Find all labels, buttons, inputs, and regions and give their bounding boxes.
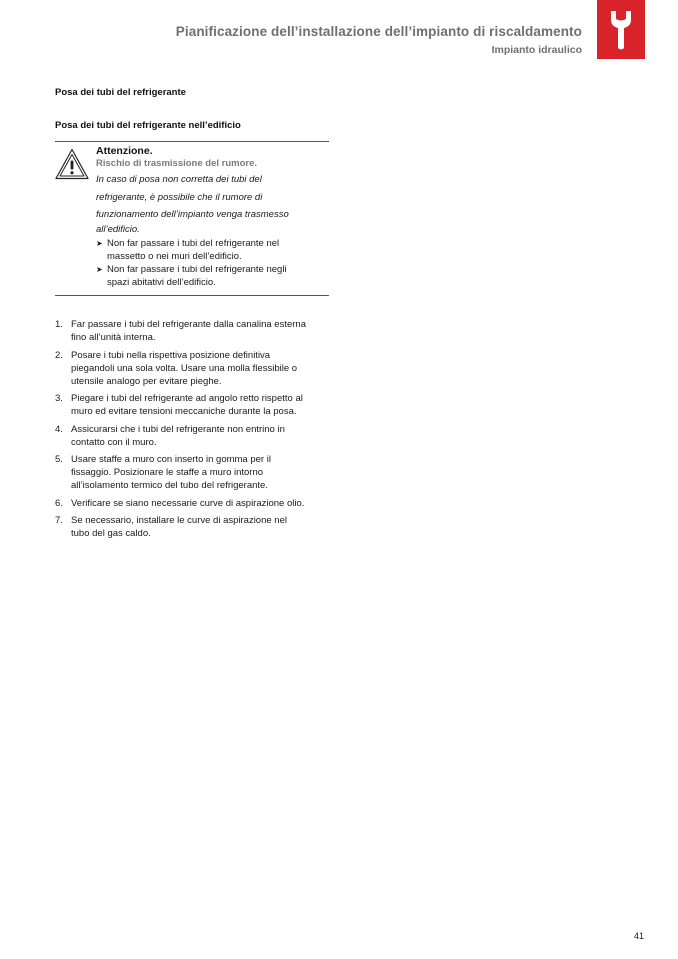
list-item: 1. Far passare i tubi del refrigerante dalla canalina esterna fino all’unità interna. xyxy=(55,319,306,343)
warning-text-line: funzionamento dell’impianto venga trasmesso xyxy=(96,209,289,220)
warning-text xyxy=(96,171,328,235)
section-subtitle: Posa dei tubi del refrigerante nell’edificio xyxy=(55,120,241,131)
chapter-tab xyxy=(597,0,645,59)
list-item: 7. Se necessario, installare le curve di aspirazione nel tubo del gas caldo. xyxy=(55,515,287,539)
step-number: 7. xyxy=(55,515,63,526)
steps-list xyxy=(55,318,335,545)
list-item: 5. Usare staffe a muro con inserto in gomma per il fissaggio. Posizionare le staffe a muro intorno all’isolamento termico del tubo del refrigerante. xyxy=(55,454,271,491)
step-number: 3. xyxy=(55,393,63,404)
warning-bullet: ➤ Non far passare i tubi del refrigerante nel massetto o nei muri dell’edificio. xyxy=(96,237,280,262)
warning-heading: Attenzione. xyxy=(96,145,153,157)
step-number: 4. xyxy=(55,423,63,435)
warning-text-line: refrigerante, è possibile che il rumore di xyxy=(96,191,263,203)
page-number: 41 xyxy=(634,931,645,941)
list-item: 2. Posare i tubi nella rispettiva posizione definitiva piegandoli una sola volta. Usare una molla flessibile o utensile analogo per evitare pieghe. xyxy=(55,349,298,387)
arrow-icon: ➤ xyxy=(96,238,103,248)
warning-bottom-rule xyxy=(55,295,329,296)
section-title: Posa dei tubi del refrigerante xyxy=(55,87,186,98)
warning-text-line: all’edificio. xyxy=(96,223,140,235)
warning-block xyxy=(96,145,328,289)
warning-bullet: ➤ Non far passare i tubi del refrigerante negli spazi abitativi dell’edificio. xyxy=(96,263,287,288)
wrench-icon xyxy=(608,9,634,51)
warning-triangle-icon xyxy=(55,148,89,185)
warning-bullet-list xyxy=(96,237,328,289)
warning-subheading: Rischio di trasmissione del rumore. xyxy=(96,158,258,169)
arrow-icon: ➤ xyxy=(96,264,103,274)
step-number: 5. xyxy=(55,454,63,465)
list-item: 4. Assicurarsi che i tubi del refrigerante non entrino in contatto con il muro. xyxy=(55,423,285,448)
step-number: 6. xyxy=(55,497,63,509)
step-number: 2. xyxy=(55,349,63,361)
header-subtitle: Impianto idraulico xyxy=(491,44,582,56)
warning-text-line: In caso di posa non corretta dei tubi del xyxy=(96,174,262,185)
warning-top-rule xyxy=(55,141,329,142)
list-item: 6. Verificare se siano necessarie curve di aspirazione olio. xyxy=(55,497,305,509)
list-item: 3. Piegare i tubi del refrigerante ad angolo retto rispetto al muro ed evitare tensioni meccaniche durante la posa. xyxy=(55,393,303,417)
step-number: 1. xyxy=(55,319,63,330)
page-header xyxy=(176,24,582,56)
header-title: Pianificazione dell’installazione dell’impianto di riscaldamento xyxy=(175,24,582,39)
